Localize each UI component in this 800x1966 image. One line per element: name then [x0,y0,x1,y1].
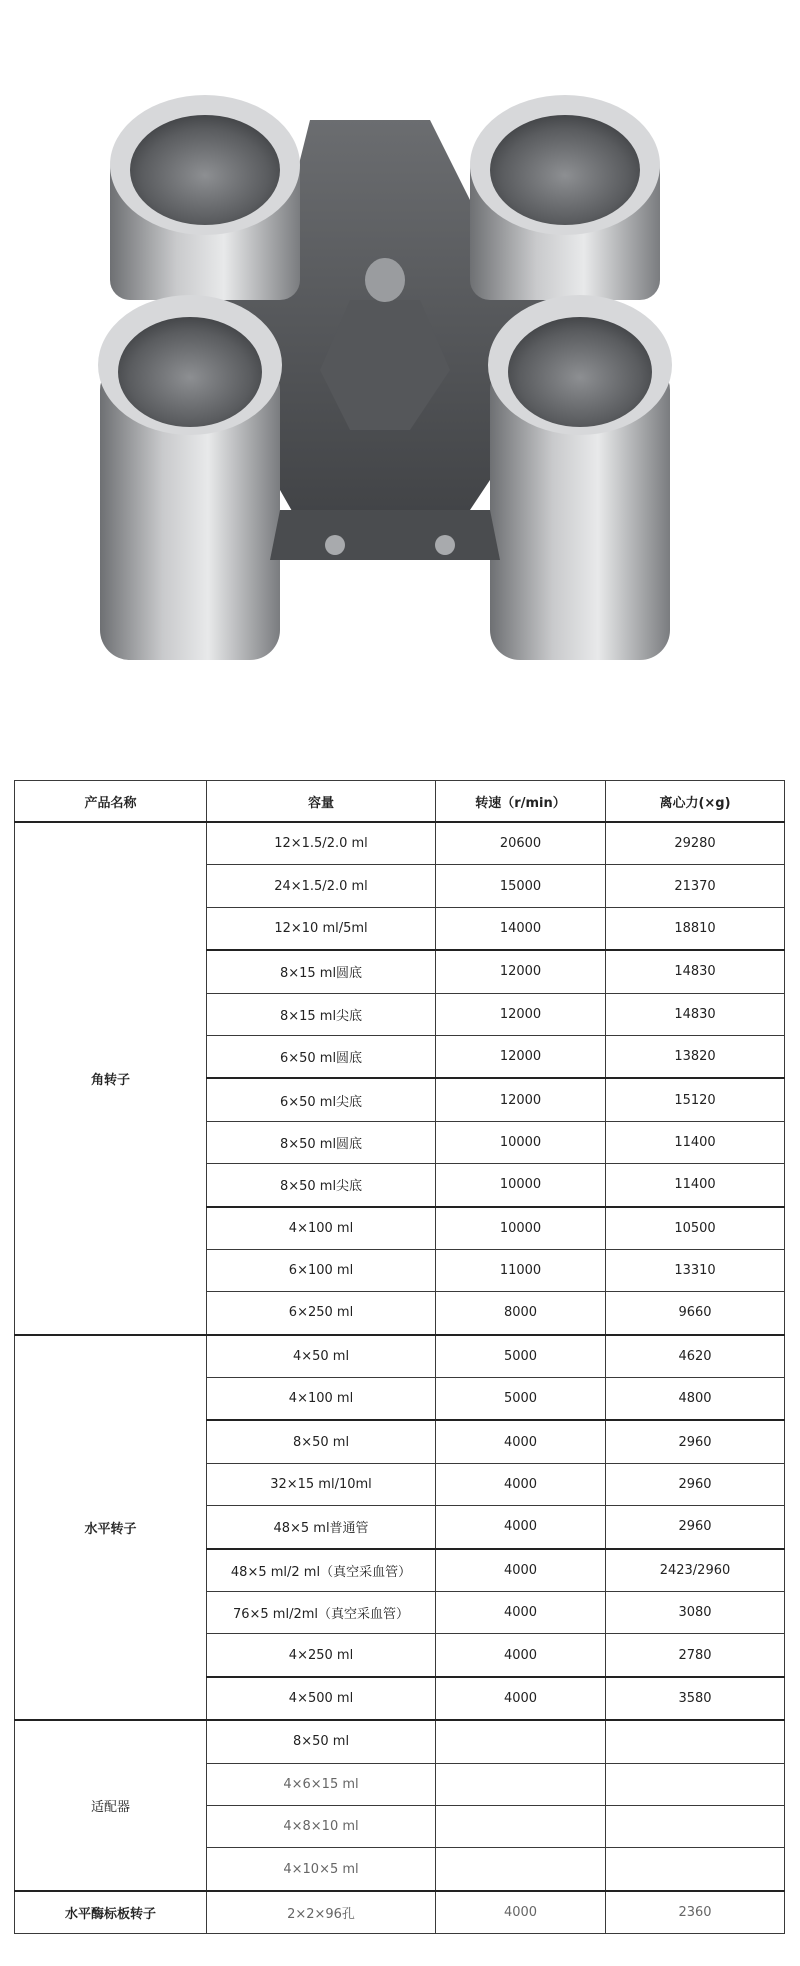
force-cell: 15120 [606,1078,785,1121]
force-cell: 10500 [606,1207,785,1250]
speed-cell: 10000 [436,1164,606,1207]
group-name: 水平转子 [15,1335,207,1721]
speed-cell: 5000 [436,1378,606,1421]
speed-cell [436,1805,606,1847]
force-cell: 13820 [606,1035,785,1078]
force-cell: 4800 [606,1378,785,1421]
table-body [15,822,785,1934]
speed-cell: 4000 [436,1677,606,1720]
capacity-cell: 12×1.5/2.0 ml [207,822,436,865]
speed-cell: 10000 [436,1207,606,1250]
force-cell [606,1720,785,1763]
speed-cell [436,1720,606,1763]
force-cell: 11400 [606,1121,785,1163]
header-product-name: 产品名称 [15,781,207,823]
speed-cell [436,1763,606,1805]
force-cell: 4620 [606,1335,785,1378]
speed-cell: 12000 [436,993,606,1035]
capacity-cell: 48×5 ml/2 ml（真空采血管） [207,1549,436,1592]
speed-cell: 14000 [436,907,606,950]
force-cell: 2960 [606,1420,785,1463]
speed-cell: 12000 [436,1078,606,1121]
header-capacity: 容量 [207,781,436,823]
capacity-cell: 4×250 ml [207,1634,436,1677]
speed-cell [436,1848,606,1891]
header-speed: 转速（r/min） [436,781,606,823]
force-cell: 21370 [606,865,785,907]
speed-cell: 11000 [436,1249,606,1291]
force-cell: 2960 [606,1463,785,1505]
group-name: 适配器 [15,1720,207,1891]
speed-cell: 12000 [436,950,606,993]
capacity-cell: 4×8×10 ml [207,1805,436,1847]
speed-cell: 20600 [436,822,606,865]
capacity-cell: 8×15 ml圆底 [207,950,436,993]
capacity-cell: 6×50 ml尖底 [207,1078,436,1121]
group-name: 水平酶标板转子 [15,1891,207,1934]
speed-cell: 10000 [436,1121,606,1163]
capacity-cell: 6×100 ml [207,1249,436,1291]
force-cell [606,1805,785,1847]
capacity-cell: 32×15 ml/10ml [207,1463,436,1505]
capacity-cell: 8×50 ml [207,1720,436,1763]
table-row [15,1335,785,1378]
capacity-cell: 6×50 ml圆底 [207,1035,436,1078]
force-cell: 3580 [606,1677,785,1720]
speed-cell: 5000 [436,1335,606,1378]
speed-cell: 8000 [436,1292,606,1335]
table-row [15,822,785,865]
capacity-cell: 4×50 ml [207,1335,436,1378]
rotor-spec-table [14,780,785,1934]
capacity-cell: 6×250 ml [207,1292,436,1335]
capacity-cell: 4×10×5 ml [207,1848,436,1891]
capacity-cell: 8×50 ml [207,1420,436,1463]
force-cell: 14830 [606,993,785,1035]
capacity-cell: 24×1.5/2.0 ml [207,865,436,907]
capacity-cell: 4×500 ml [207,1677,436,1720]
rotor-photo [50,90,750,750]
force-cell: 9660 [606,1292,785,1335]
group-name: 角转子 [15,822,207,1335]
speed-cell: 4000 [436,1506,606,1549]
table-row [15,1891,785,1934]
capacity-cell: 4×100 ml [207,1207,436,1250]
capacity-cell: 4×6×15 ml [207,1763,436,1805]
force-cell: 13310 [606,1249,785,1291]
capacity-cell: 48×5 ml普通管 [207,1506,436,1549]
rotor-illustration [50,90,750,750]
capacity-cell: 12×10 ml/5ml [207,907,436,950]
force-cell: 2780 [606,1634,785,1677]
speed-cell: 4000 [436,1891,606,1934]
force-cell: 2960 [606,1506,785,1549]
capacity-cell: 4×100 ml [207,1378,436,1421]
speed-cell: 4000 [436,1634,606,1677]
capacity-cell: 8×50 ml尖底 [207,1164,436,1207]
force-cell [606,1848,785,1891]
header-centrifugal-force: 离心力(×g) [606,781,785,823]
force-cell: 3080 [606,1592,785,1634]
force-cell: 11400 [606,1164,785,1207]
capacity-cell: 8×15 ml尖底 [207,993,436,1035]
speed-cell: 4000 [436,1420,606,1463]
capacity-cell: 2×2×96孔 [207,1891,436,1934]
table-row [15,1720,785,1763]
force-cell: 29280 [606,822,785,865]
speed-cell: 4000 [436,1463,606,1505]
capacity-cell: 8×50 ml圆底 [207,1121,436,1163]
force-cell: 14830 [606,950,785,993]
speed-cell: 4000 [436,1549,606,1592]
force-cell: 2423/2960 [606,1549,785,1592]
force-cell [606,1763,785,1805]
speed-cell: 12000 [436,1035,606,1078]
table-header-row [15,781,785,823]
speed-cell: 15000 [436,865,606,907]
capacity-cell: 76×5 ml/2ml（真空采血管） [207,1592,436,1634]
force-cell: 2360 [606,1891,785,1934]
force-cell: 18810 [606,907,785,950]
speed-cell: 4000 [436,1592,606,1634]
